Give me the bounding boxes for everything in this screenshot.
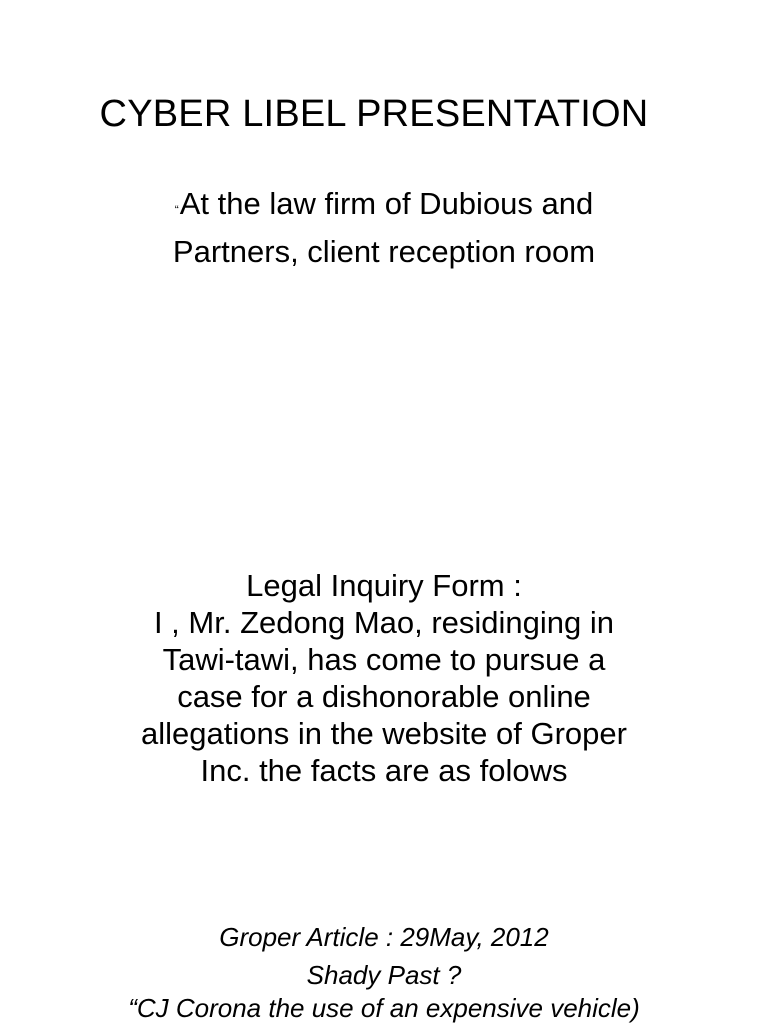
inquiry-line: Tawi-tawi, has come to pursue a <box>162 642 606 677</box>
intro-text <box>0 183 768 273</box>
inquiry-line: I , Mr. Zedong Mao, residinging in <box>153 605 615 640</box>
inquiry-line: Inc. the facts are as folows <box>200 753 568 788</box>
inquiry-line: case for a dishonorable online <box>177 679 591 714</box>
groper-article <box>0 919 768 1023</box>
article-label: Groper Article : 29May, 2012 <box>219 922 549 952</box>
inquiry-heading: Legal Inquiry Form : <box>246 568 522 603</box>
intro-quote-mark: “ <box>174 203 179 217</box>
intro-line-2: Partners, client reception room <box>172 234 596 269</box>
slide-title: CYBER LIBEL PRESENTATION <box>99 93 649 135</box>
intro-line-1: “At the law firm of Dubious and <box>174 186 594 221</box>
article-quote: “CJ Corona the use of an expensive vehicle) <box>128 993 640 1023</box>
inquiry-line: allegations in the website of Groper <box>141 716 627 751</box>
legal-inquiry-form <box>0 567 768 789</box>
article-headline: Shady Past ? <box>306 960 462 990</box>
